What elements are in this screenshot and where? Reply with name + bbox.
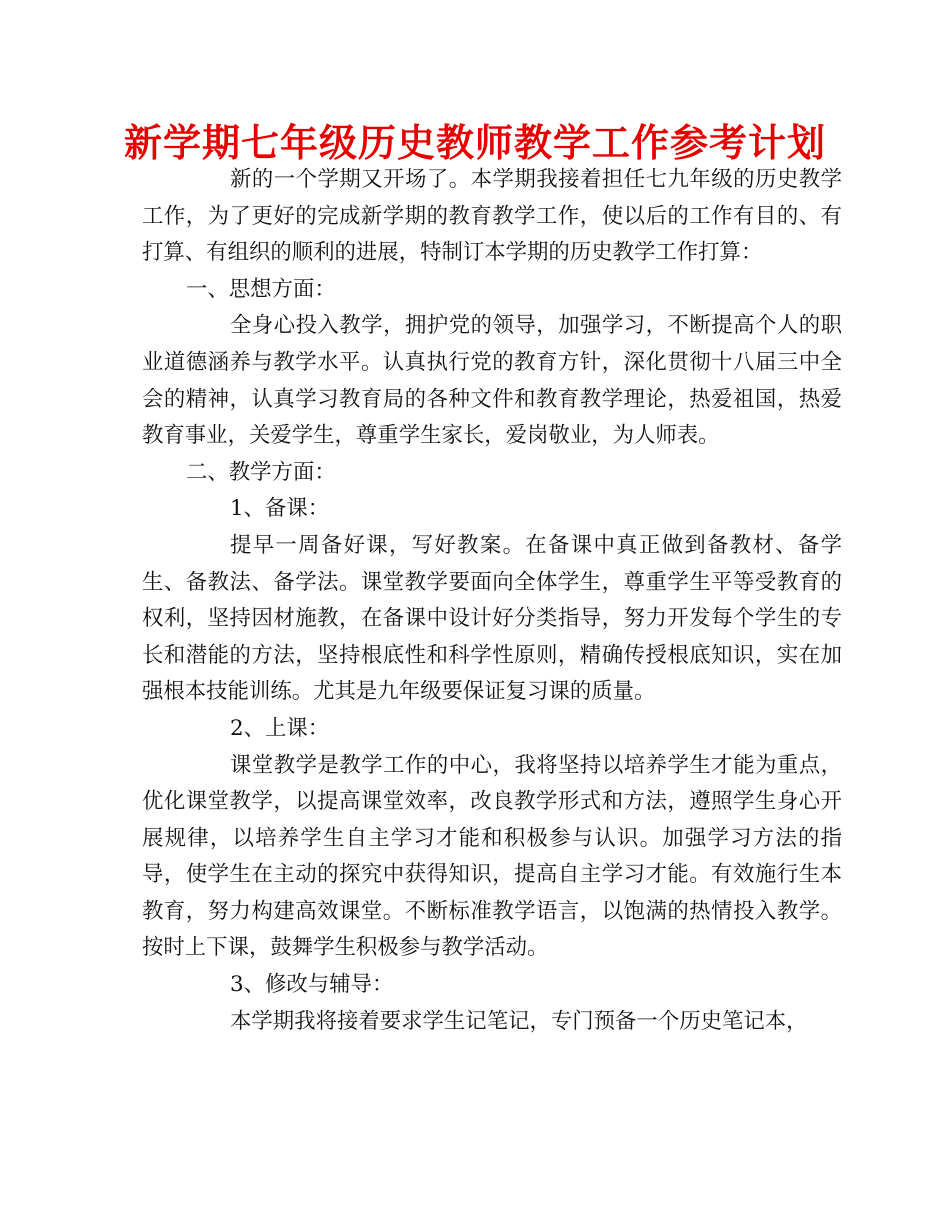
- subsection-heading-classes: 2、上课：: [230, 715, 330, 741]
- section-heading-teaching: 二、教学方面：: [186, 459, 336, 485]
- section-heading-ideology: 一、思想方面：: [186, 276, 336, 302]
- intro-paragraph: 新的一个学期又开场了。本学期我接着担任七九年级的历史教学工作，为了更好的完成新学期的教育教学工作，使以后的工作有目的、有打算、有组织的顺利的进展，特制订本学期的历史教学工作打算：: [142, 167, 842, 266]
- section-paragraph-ideology: 全身心投入教学，拥护党的领导，加强学习，不断提高个人的职业道德涵养与教学水平。认真执行党的教育方针，深化贯彻十八届三中全会的精神，认真学习教育局的各种文件和教育教学理论，热爱祖国，热爱教育事业，关爱学生，尊重学生家长，爱岗敬业，为人师表。: [142, 313, 842, 449]
- subsection-paragraph-lesson-prep: 提早一周备好课，写好教案。在备课中真正做到备教材、备学生、备教法、备学法。课堂教学要面向全体学生，尊重学生平等受教育的权利，坚持因材施教，在备课中设计好分类指导，努力开发每个学生的专长和潜能的方法，坚持根底性和科学性原则，精确传授根底知识，实在加强根本技能训练。尤其是九年级要保证复习课的质量。: [142, 532, 842, 705]
- subsection-paragraph-correction-tutoring: 本学期我将接着要求学生记笔记，专门预备一个历史笔记本，: [230, 1008, 808, 1034]
- document-title: 新学期七年级历史教师教学工作参考计划: [123, 120, 826, 165]
- document-body: [142, 162, 842, 1040]
- subsection-heading-lesson-prep: 1、备课：: [230, 496, 330, 522]
- subsection-paragraph-classes: 课堂教学是教学工作的中心，我将坚持以培养学生才能为重点，优化课堂教学，以提高课堂效率，改良教学形式和方法，遵照学生身心开展规律，以培养学生自主学习才能和积极参与认识。加强学习方法的指导，使学生在主动的探究中获得知识，提高自主学习才能。有效施行生本教育，努力构建高效课堂。不断标准教学语言，以饱满的热情投入教学。按时上下课，鼓舞学生积极参与教学活动。: [142, 752, 842, 961]
- subsection-heading-correction-tutoring: 3、修改与辅导：: [230, 972, 394, 998]
